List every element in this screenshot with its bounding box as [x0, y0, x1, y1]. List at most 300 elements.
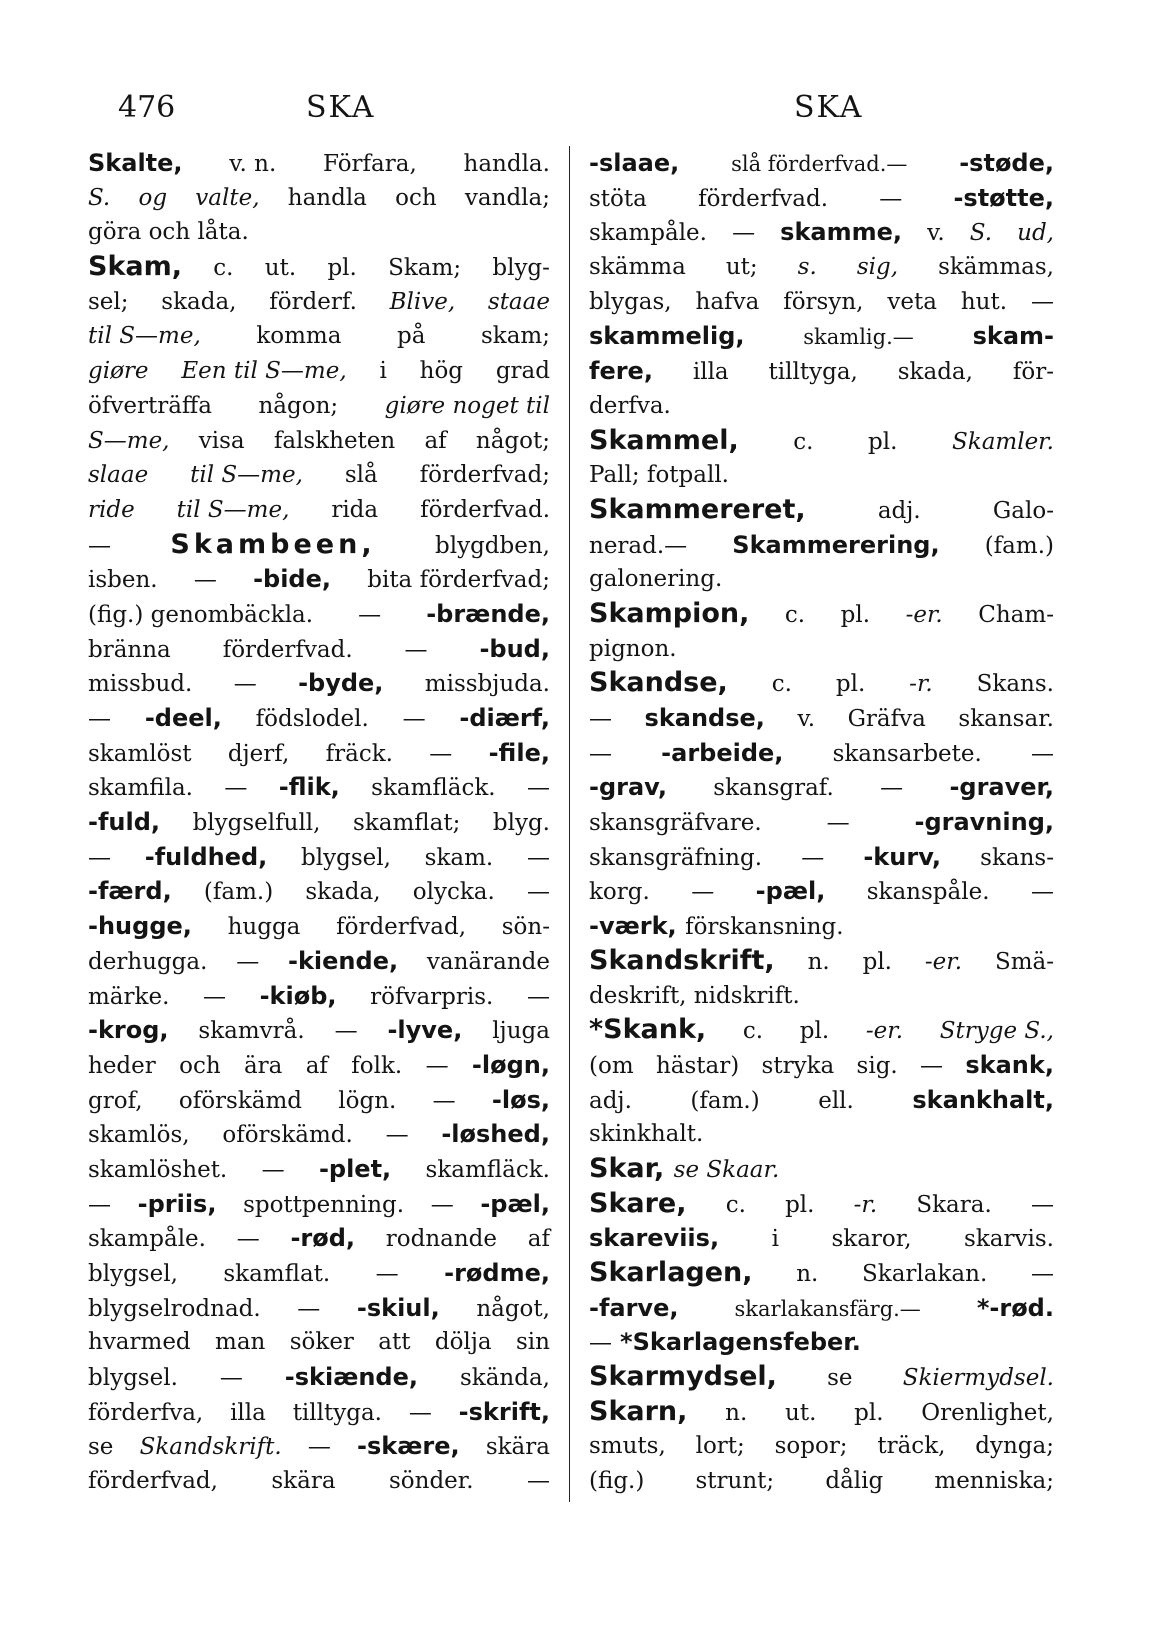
text-line: [589, 805, 1054, 840]
text-line: [88, 1291, 550, 1326]
text-token: c.: [213, 255, 234, 282]
text-line: [589, 1187, 1054, 1222]
text-token: Galo-: [992, 497, 1054, 524]
headword: Skarmydsel,: [589, 1361, 777, 1393]
text-token: folk.: [351, 1052, 403, 1079]
text-line: [589, 458, 1054, 493]
text-token: skansgräfning.: [589, 844, 763, 871]
text-line: [88, 1117, 550, 1152]
text-token: Skara.: [916, 1191, 992, 1218]
text-token: —: [402, 706, 426, 732]
text-token: Smä-: [994, 948, 1054, 975]
text-token: menniska;: [934, 1468, 1054, 1495]
text-line: [88, 215, 550, 250]
text-token: v. n.: [229, 151, 277, 177]
text-token: söker: [289, 1329, 354, 1356]
text-token: ljuga: [492, 1018, 550, 1045]
headword: -plet,: [318, 1154, 392, 1183]
text-token: ut.: [264, 255, 297, 282]
text-token: deskrift, nidskrift.: [589, 982, 800, 1009]
text-token: -r.: [909, 671, 933, 698]
text-line: [88, 146, 550, 181]
headword: -løgn,: [471, 1050, 550, 1079]
text-token: c.: [725, 1191, 746, 1218]
headword: -kiøb,: [259, 981, 337, 1010]
text-token: oförskämd.: [222, 1122, 353, 1149]
headword: skammelig,: [589, 322, 745, 351]
text-token: smuts,: [589, 1433, 666, 1460]
text-token: öfverträffa: [88, 392, 212, 419]
text-token: Skarlakan.: [862, 1261, 988, 1287]
headword: -hugge,: [88, 912, 192, 941]
text-token: c.: [742, 1018, 764, 1045]
text-token: —: [527, 775, 550, 802]
text-token: ut.: [785, 1399, 817, 1426]
headword: *-rød.: [976, 1293, 1054, 1322]
text-token: ud,: [1017, 220, 1054, 247]
headword: Skambeen,: [170, 528, 376, 560]
text-line: [589, 146, 1054, 181]
headword: -kiende,: [288, 946, 399, 975]
text-token: man: [215, 1329, 266, 1356]
text-token: af: [527, 1226, 550, 1253]
text-token: —: [404, 636, 428, 663]
text-line: [589, 1256, 1054, 1291]
text-token: —: [920, 1052, 944, 1079]
headword: -værk,: [589, 912, 677, 941]
text-token: n.: [796, 1261, 819, 1287]
text-token: förderfvad,: [88, 1468, 218, 1495]
text-line: [589, 736, 1054, 771]
text-token: på: [396, 323, 426, 350]
text-token: för-: [1012, 359, 1054, 386]
text-token: i: [379, 358, 387, 385]
text-token: og: [138, 184, 168, 211]
headword: -løs,: [491, 1085, 550, 1114]
headword: Skampion,: [589, 597, 750, 629]
text-token: —: [430, 1191, 454, 1218]
headword: -arbeide,: [661, 738, 784, 767]
text-token: Skandskrift.: [139, 1434, 282, 1461]
text-token: —: [334, 1018, 358, 1045]
text-line: [88, 770, 550, 805]
headword: skankhalt,: [912, 1085, 1054, 1114]
text-token: —: [193, 567, 217, 594]
text-line: [589, 1221, 1054, 1256]
text-token: n.: [725, 1399, 748, 1426]
text-token: skansgraf.: [713, 775, 834, 802]
text-token: adj.: [877, 497, 921, 524]
text-token: —: [826, 810, 850, 837]
text-token: -er.: [905, 601, 943, 628]
text-token: -er.: [924, 948, 963, 975]
text-token: hästar): [655, 1052, 740, 1079]
headword: -bide,: [253, 565, 332, 594]
text-token: Een til S—me,: [181, 358, 347, 385]
text-token: S.: [88, 184, 111, 211]
text-token: lort;: [695, 1433, 745, 1460]
text-token: —: [375, 1261, 399, 1287]
text-token: derhugga.: [88, 948, 208, 975]
text-token: galonering.: [589, 566, 723, 593]
text-token: c.: [771, 671, 792, 698]
text-token: (fig.) genombäckla.: [88, 601, 314, 628]
text-token: att: [378, 1329, 411, 1356]
right-column: [589, 146, 1054, 1499]
text-token: Stryge S.,: [939, 1018, 1054, 1045]
text-line: [589, 528, 1054, 563]
text-token: se Skaar.: [673, 1156, 780, 1183]
text-token: —: [236, 1226, 260, 1253]
text-token: förderfvad.: [420, 496, 550, 523]
text-token: strunt;: [695, 1468, 775, 1495]
headword: skank,: [965, 1050, 1054, 1079]
text-line: [88, 458, 550, 493]
headword: -skære,: [357, 1432, 460, 1461]
text-line: [589, 493, 1054, 528]
headword: -kurv,: [863, 842, 941, 871]
text-line: [589, 597, 1054, 632]
text-token: skinkhalt.: [589, 1121, 704, 1148]
text-token: ell.: [818, 1087, 854, 1114]
text-line: [88, 597, 550, 632]
text-token: —: [429, 740, 453, 767]
text-token: missbjuda.: [424, 671, 550, 698]
text-token: —: [297, 1295, 321, 1322]
text-token: skada,: [305, 879, 381, 906]
headword: -file,: [488, 738, 550, 767]
text-line: [589, 354, 1054, 389]
text-token: hafva: [695, 288, 760, 315]
text-token: någon;: [258, 392, 339, 419]
text-token: skamfläck.: [425, 1156, 550, 1183]
headword: Skam,: [88, 251, 183, 283]
headword: -pæl,: [480, 1189, 550, 1218]
text-token: blygsel,: [88, 1261, 178, 1287]
text-line: [589, 909, 1054, 944]
text-line: [589, 215, 1054, 250]
text-token: sig,: [856, 254, 899, 281]
text-token: göra och låta.: [88, 219, 249, 246]
text-token: korg.: [589, 879, 650, 906]
text-token: blygsel.: [88, 1365, 178, 1392]
text-token: —: [425, 1052, 449, 1079]
text-token: skamfläck.: [371, 775, 496, 802]
text-line: [589, 1429, 1054, 1464]
text-line: [88, 1256, 550, 1291]
text-token: skaror,: [831, 1226, 912, 1253]
text-line: [88, 840, 550, 875]
text-token: —: [88, 532, 111, 559]
text-line: [589, 562, 1054, 597]
text-token: stryka: [761, 1052, 835, 1079]
text-token: —: [1031, 740, 1054, 767]
text-line: [88, 1048, 550, 1083]
text-token: Skans.: [976, 671, 1054, 698]
page-header: [0, 90, 1152, 130]
headword: -lyve,: [387, 1016, 463, 1045]
text-token: skamlig.—: [803, 325, 914, 350]
text-token: c.: [784, 601, 806, 628]
text-token: blygsel,: [301, 844, 391, 871]
text-token: sig.: [856, 1052, 898, 1079]
headword: Skalte,: [88, 149, 183, 177]
text-line: [88, 1187, 550, 1222]
text-line: [589, 1464, 1054, 1499]
page-number: 476: [118, 90, 176, 125]
text-token: visa: [198, 427, 245, 454]
text-line: [88, 250, 550, 285]
text-token: sin: [516, 1329, 550, 1356]
headword: -deel,: [144, 704, 222, 732]
headword: -skiul,: [356, 1293, 440, 1322]
text-token: Skamler.: [952, 428, 1054, 455]
text-line: [88, 1360, 550, 1395]
text-token: til S—me,: [190, 462, 303, 489]
text-token: isben.: [88, 567, 158, 594]
text-token: pl.: [854, 1399, 884, 1426]
text-token: förderfvad.: [222, 636, 353, 663]
text-token: giøre noget til: [384, 392, 550, 419]
text-token: pignon.: [589, 635, 677, 662]
text-token: bita förderfvad;: [367, 567, 550, 594]
text-token: (om: [589, 1052, 634, 1079]
text-token: träck,: [877, 1433, 946, 1460]
text-token: af: [305, 1052, 328, 1079]
text-token: nerad.—: [589, 532, 688, 559]
text-line: [88, 562, 550, 597]
text-token: något,: [476, 1295, 550, 1322]
text-token: hög: [419, 358, 464, 385]
text-token: —: [879, 185, 903, 212]
headword: skam-: [972, 322, 1054, 351]
text-token: —: [261, 1156, 285, 1183]
text-token: —: [1030, 1261, 1054, 1287]
text-token: skamflat;: [353, 810, 461, 837]
text-token: förderfvad,: [336, 914, 467, 941]
headword: skandse,: [644, 704, 765, 732]
text-token: djerf,: [227, 740, 290, 767]
text-token: Skam;: [388, 255, 462, 282]
text-token: —: [224, 775, 248, 802]
text-line: [589, 424, 1054, 459]
text-token: ära: [243, 1052, 283, 1079]
text-token: veta: [887, 288, 937, 315]
text-token: slå förderfvad.—: [731, 152, 908, 176]
text-token: —: [526, 983, 550, 1010]
headword: Skammel,: [589, 424, 739, 456]
text-token: sön-: [501, 914, 550, 941]
text-token: sel;: [88, 288, 129, 315]
text-token: (fam.): [690, 1087, 760, 1114]
text-line: [589, 944, 1054, 979]
headword: Skarlagen,: [589, 1257, 753, 1288]
text-token: (fig.): [589, 1468, 645, 1495]
text-line: [589, 1048, 1054, 1083]
text-token: slå: [344, 462, 378, 489]
text-token: skarlakansfärg.—: [734, 1296, 921, 1321]
headword: -pæl,: [755, 877, 826, 906]
text-token: blygas,: [589, 288, 672, 315]
headword: -grav,: [589, 773, 667, 802]
text-token: och: [395, 184, 437, 211]
text-token: n.: [807, 948, 830, 975]
text-token: —: [408, 1399, 432, 1426]
text-token: til S—me,: [176, 496, 290, 523]
text-token: olycka.: [412, 879, 495, 906]
right-running-head: SKA: [794, 90, 864, 125]
text-token: v.: [927, 220, 945, 247]
text-token: skampåle.: [88, 1226, 206, 1253]
headword: -fuld,: [88, 808, 161, 837]
text-token: skära: [485, 1434, 550, 1461]
text-token: v.: [797, 706, 816, 732]
text-token: Blive,: [389, 288, 456, 315]
headword: -fuldhed,: [144, 842, 268, 871]
text-line: [88, 701, 550, 736]
text-token: Orenlighet,: [921, 1399, 1054, 1426]
text-token: tilltyga,: [768, 359, 858, 386]
text-token: illa: [692, 359, 729, 386]
headword: Skammerering,: [732, 530, 940, 559]
text-token: Gräfva: [847, 706, 926, 732]
text-token: hut.: [960, 288, 1008, 315]
text-token: skamvrå.: [198, 1018, 305, 1045]
text-line: [88, 181, 550, 216]
text-token: —: [1030, 1191, 1054, 1218]
text-token: dålig: [825, 1468, 884, 1495]
headword: -priis,: [137, 1189, 217, 1218]
headword: Skandse,: [589, 667, 728, 699]
text-token: —: [526, 844, 550, 871]
left-column: [88, 146, 550, 1499]
text-line: [589, 319, 1054, 354]
text-token: —: [88, 844, 111, 871]
headword: -bud,: [479, 634, 550, 663]
text-token: sopor;: [774, 1433, 848, 1460]
text-token: staae: [487, 288, 550, 315]
headword: *Skarlagensfeber.: [620, 1328, 861, 1357]
text-token: stöta: [589, 185, 647, 212]
text-token: Förfara,: [323, 151, 417, 177]
text-token: giøre: [88, 358, 149, 385]
text-token: —: [1030, 288, 1054, 315]
text-line: [88, 874, 550, 909]
text-line: [589, 840, 1054, 875]
headword: -skiænde,: [284, 1363, 419, 1392]
text-line: [589, 1325, 1054, 1360]
text-token: —: [307, 1434, 331, 1461]
text-token: skamlöshet.: [88, 1156, 228, 1183]
text-token: —: [88, 706, 111, 732]
text-line: [589, 1291, 1054, 1326]
text-token: adj.: [589, 1087, 632, 1114]
text-token: rida: [331, 496, 379, 523]
text-line: [88, 1013, 550, 1048]
text-token: —: [385, 1122, 409, 1149]
text-token: grad: [495, 358, 550, 385]
text-token: hvarmed: [88, 1329, 191, 1356]
text-token: skada,: [897, 359, 973, 386]
text-token: förskansning.: [685, 914, 844, 941]
text-line: [589, 701, 1054, 736]
text-token: skansarbete.: [832, 740, 982, 767]
text-token: Cham-: [978, 601, 1054, 628]
text-token: komma: [256, 323, 342, 350]
text-token: —: [589, 706, 612, 732]
text-token: blygselfull,: [192, 810, 321, 837]
headword: -diærf,: [459, 704, 550, 732]
text-token: i: [771, 1226, 779, 1253]
text-token: skam.: [424, 844, 494, 871]
text-line: [88, 909, 550, 944]
text-token: se: [88, 1434, 114, 1461]
headword: fere,: [589, 357, 653, 386]
text-token: försyn,: [783, 288, 864, 315]
text-line: [88, 493, 550, 528]
text-token: blyg.: [492, 810, 550, 837]
headword: -farve,: [589, 1293, 679, 1322]
text-token: sönder.: [388, 1468, 474, 1495]
text-token: fräck.: [325, 740, 393, 767]
text-line: [88, 1152, 550, 1187]
headword: Skar,: [589, 1152, 665, 1184]
headword: -graver,: [949, 773, 1054, 802]
text-token: Pall; fotpall.: [589, 462, 729, 489]
text-token: röfvarpris.: [370, 983, 494, 1010]
text-token: pl.: [868, 428, 898, 455]
headword: -støde,: [959, 149, 1054, 177]
headword: -rødme,: [444, 1259, 550, 1287]
text-token: af: [424, 427, 447, 454]
text-token: ride: [88, 496, 135, 523]
text-line: [589, 1395, 1054, 1430]
text-token: förderfvad;: [419, 462, 550, 489]
text-line: [589, 1117, 1054, 1152]
headword: skareviis,: [589, 1224, 720, 1253]
text-token: pl.: [327, 255, 357, 282]
text-token: skära: [271, 1468, 336, 1495]
text-token: pl.: [840, 601, 871, 628]
text-token: pl.: [799, 1018, 830, 1045]
text-line: [589, 1013, 1054, 1048]
text-token: —: [236, 948, 260, 975]
headword: -brænde,: [426, 599, 550, 628]
text-line: [88, 389, 550, 424]
text-token: skarvis.: [964, 1226, 1054, 1253]
text-line: [88, 1464, 550, 1499]
text-token: vanärande: [426, 948, 550, 975]
text-token: blygdben,: [435, 532, 550, 559]
text-token: c.: [793, 428, 814, 455]
text-token: spottpenning.: [243, 1191, 405, 1218]
text-token: —: [801, 844, 825, 871]
text-line: [88, 354, 550, 389]
text-line: [88, 1221, 550, 1256]
text-token: pl.: [862, 948, 892, 975]
text-token: skada,: [161, 288, 237, 315]
text-line: [589, 1152, 1054, 1187]
text-token: handla: [287, 184, 367, 211]
headword: -krog,: [88, 1016, 169, 1045]
text-token: —: [732, 220, 756, 247]
text-line: [589, 181, 1054, 216]
text-token: födslodel.: [255, 706, 369, 732]
headword: *Skank,: [589, 1014, 707, 1046]
text-line: [589, 979, 1054, 1014]
text-token: —: [526, 879, 550, 906]
text-token: och: [179, 1052, 221, 1079]
